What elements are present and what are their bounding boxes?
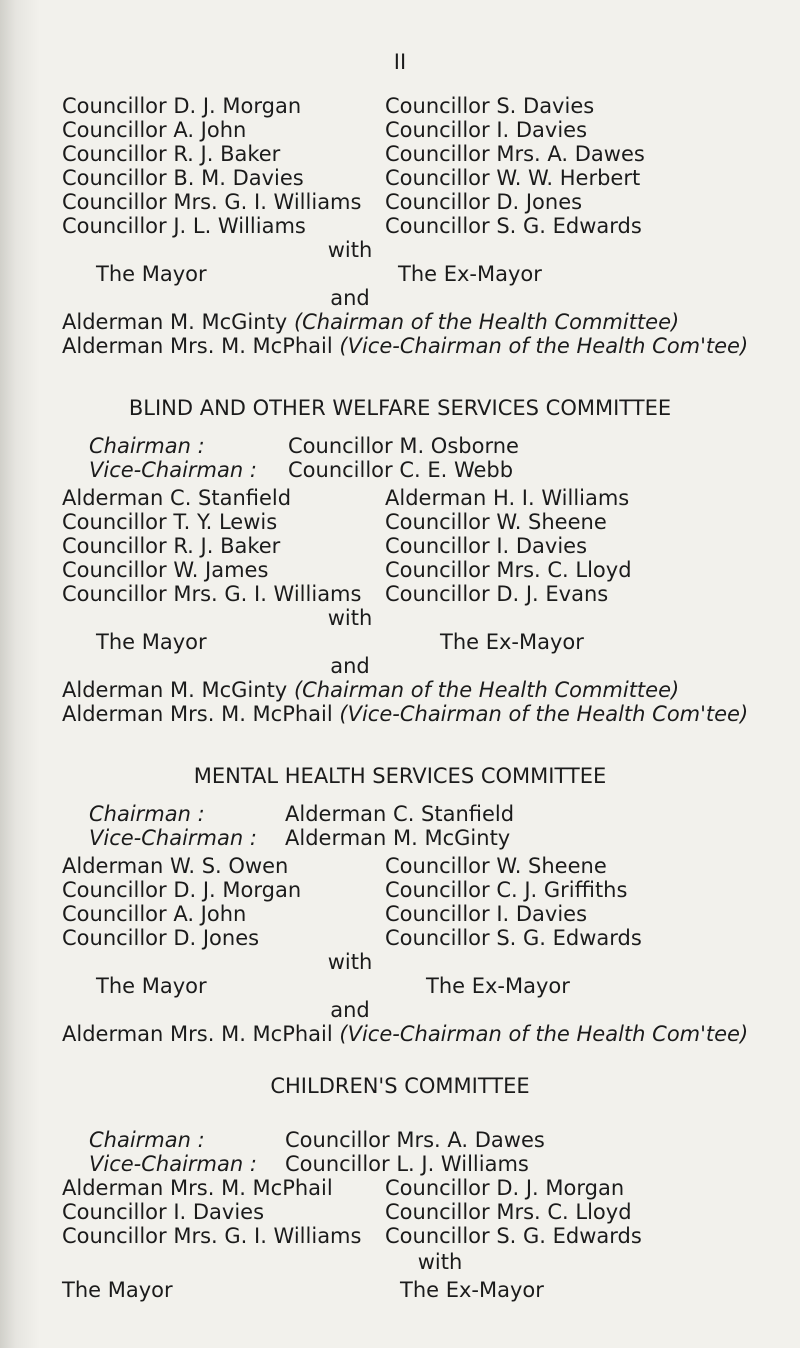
alderman-name: Alderman Mrs. M. McPhail [62, 1022, 333, 1046]
committee-title: BLIND AND OTHER WELFARE SERVICES COMMITTEE [128, 396, 672, 420]
ex-mayor: The Ex-Mayor [426, 974, 570, 998]
alderman-role: (Vice-Chairman of the Health Com'tee) [339, 334, 749, 358]
mayor: The Mayor [96, 974, 207, 998]
vice-chairman-name: Councillor L. J. Williams [285, 1152, 529, 1176]
and-label: and [330, 286, 370, 310]
alderman-entry [62, 1022, 748, 1046]
chairman-name: Councillor M. Osborne [288, 434, 519, 458]
member-right: Councillor Mrs. C. Lloyd [385, 1200, 632, 1224]
member-right: Councillor S. G. Edwards [385, 1224, 642, 1248]
member-left: Councillor Mrs. G. I. Williams [62, 190, 362, 214]
with-label: with [327, 238, 373, 262]
member-left: Councillor D. Jones [62, 926, 260, 950]
member-right: Councillor D. J. Morgan [385, 1176, 625, 1200]
member-left: Councillor A. John [62, 118, 247, 142]
committee-title: CHILDREN'S COMMITTEE [270, 1074, 530, 1098]
vice-chairman-name: Alderman M. McGinty [285, 826, 511, 850]
and-label: and [330, 998, 370, 1022]
member-right: Councillor D. Jones [385, 190, 583, 214]
vice-chairman-label: Vice-Chairman : [89, 1152, 257, 1176]
vice-chairman-label: Vice-Chairman : [89, 458, 257, 482]
member-right: Councillor I. Davies [385, 118, 588, 142]
alderman-role: (Chairman of the Health Committee) [293, 310, 680, 334]
ex-mayor: The Ex-Mayor [440, 630, 584, 654]
ex-mayor: The Ex-Mayor [400, 1278, 544, 1302]
vice-chairman-label: Vice-Chairman : [89, 826, 257, 850]
with-label: with [417, 1250, 463, 1274]
committee-title: MENTAL HEALTH SERVICES COMMITTEE [193, 764, 607, 788]
alderman-name: Alderman M. McGinty [62, 310, 288, 334]
member-right: Councillor W. W. Herbert [385, 166, 641, 190]
vice-chairman-name: Councillor C. E. Webb [288, 458, 514, 482]
alderman-name: Alderman M. McGinty [62, 678, 288, 702]
member-left: Councillor Mrs. G. I. Williams [62, 582, 362, 606]
page-number: II [393, 50, 407, 74]
chairman-name: Alderman C. Stanfield [285, 802, 515, 826]
alderman-role: (Vice-Chairman of the Health Com'tee) [339, 1022, 749, 1046]
member-right: Councillor W. Sheene [385, 854, 607, 878]
ex-mayor: The Ex-Mayor [398, 262, 542, 286]
member-left: Alderman Mrs. M. McPhail [62, 1176, 333, 1200]
alderman-name: Alderman Mrs. M. McPhail [62, 334, 333, 358]
chairman-label: Chairman : [89, 434, 205, 458]
member-left: Councillor R. J. Baker [62, 534, 281, 558]
member-right: Councillor S. Davies [385, 94, 595, 118]
member-left: Councillor T. Y. Lewis [62, 510, 278, 534]
chairman-name: Councillor Mrs. A. Dawes [285, 1128, 545, 1152]
member-left: Councillor A. John [62, 902, 247, 926]
member-left: Councillor Mrs. G. I. Williams [62, 1224, 362, 1248]
mayor: The Mayor [96, 262, 207, 286]
member-right: Councillor Mrs. C. Lloyd [385, 558, 632, 582]
page-edge-shadow [0, 0, 40, 1348]
member-right: Councillor I. Davies [385, 902, 588, 926]
alderman-role: (Vice-Chairman of the Health Com'tee) [339, 702, 749, 726]
member-left: Councillor J. L. Williams [62, 214, 306, 238]
member-left: Councillor B. M. Davies [62, 166, 304, 190]
member-right: Councillor I. Davies [385, 534, 588, 558]
member-left: Alderman C. Stanfield [62, 486, 292, 510]
with-label: with [327, 606, 373, 630]
alderman-entry [62, 334, 748, 358]
alderman-entry [62, 310, 679, 334]
member-right: Councillor Mrs. A. Dawes [385, 142, 645, 166]
member-right: Councillor S. G. Edwards [385, 926, 642, 950]
member-left: Councillor W. James [62, 558, 269, 582]
member-right: Councillor S. G. Edwards [385, 214, 642, 238]
member-right: Councillor D. J. Evans [385, 582, 609, 606]
mayor: The Mayor [62, 1278, 173, 1302]
member-left: Councillor I. Davies [62, 1200, 265, 1224]
member-left: Councillor D. J. Morgan [62, 878, 302, 902]
member-right: Councillor W. Sheene [385, 510, 607, 534]
with-label: with [327, 950, 373, 974]
member-left: Alderman W. S. Owen [62, 854, 289, 878]
member-right: Councillor C. J. Griffiths [385, 878, 628, 902]
member-right: Alderman H. I. Williams [385, 486, 630, 510]
and-label: and [330, 654, 370, 678]
alderman-entry [62, 702, 748, 726]
member-left: Councillor R. J. Baker [62, 142, 281, 166]
chairman-label: Chairman : [89, 1128, 205, 1152]
chairman-label: Chairman : [89, 802, 205, 826]
alderman-name: Alderman Mrs. M. McPhail [62, 702, 333, 726]
mayor: The Mayor [96, 630, 207, 654]
member-left: Councillor D. J. Morgan [62, 94, 302, 118]
alderman-role: (Chairman of the Health Committee) [293, 678, 680, 702]
alderman-entry [62, 678, 679, 702]
